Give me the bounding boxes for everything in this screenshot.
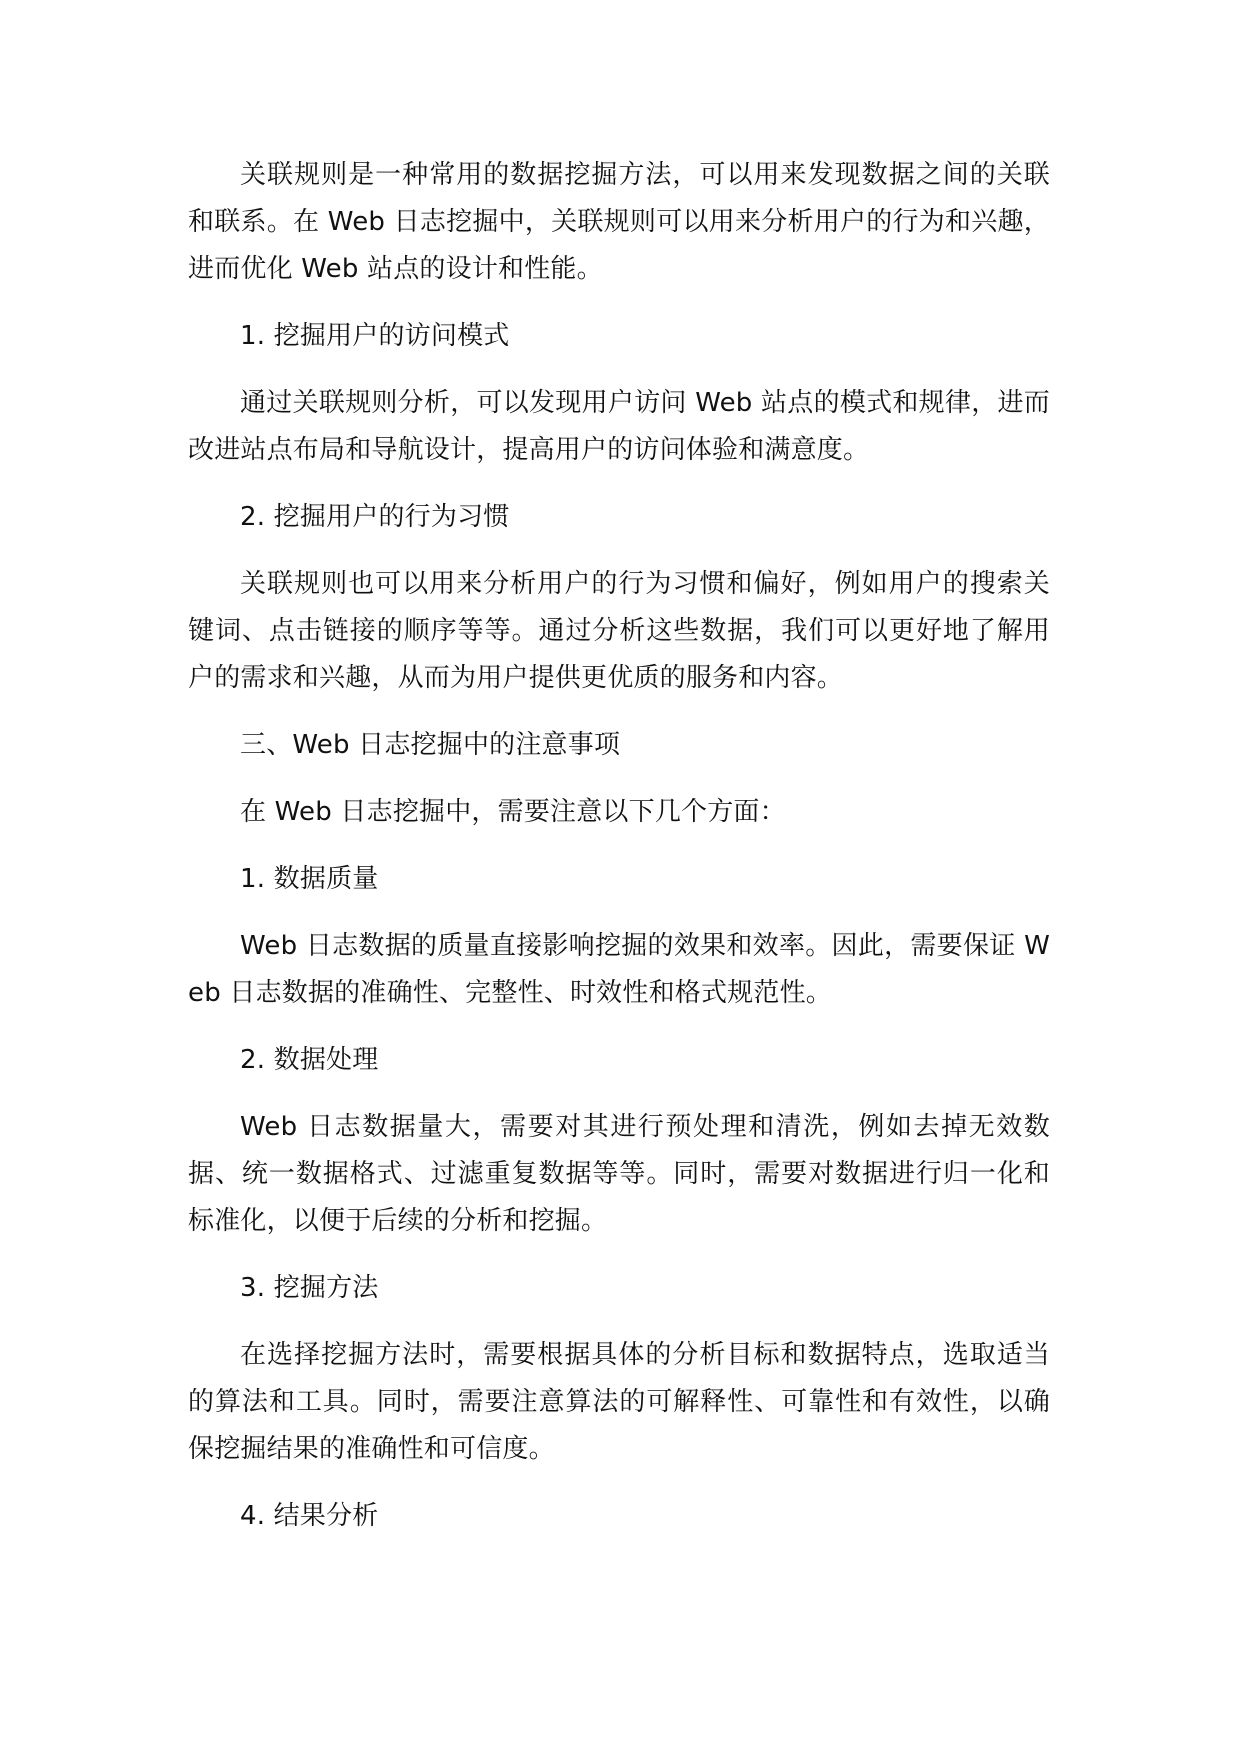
paragraph-mining-methods: 在选择挖掘方法时，需要根据具体的分析目标和数据特点，选取适当的算法和工具。同时，需要注意算法的可解释性、可靠性和有效性，以确保挖掘结果的准确性和可信度。 <box>188 1340 1050 1464</box>
heading-access-patterns: 1. 挖掘用户的访问模式 <box>240 321 510 351</box>
heading-data-processing: 2. 数据处理 <box>240 1045 379 1075</box>
paragraph-data-quality: Web 日志数据的质量直接影响挖掘的效果和效率。因此，需要保证 Web 日志数据的准确性、完整性、时效性和格式规范性。 <box>188 931 1050 1008</box>
section-heading-precautions: 三、Web 日志挖掘中的注意事项 <box>240 730 621 760</box>
paragraph-precautions-intro: 在 Web 日志挖掘中，需要注意以下几个方面： <box>240 797 786 827</box>
paragraph-behavior-habits: 关联规则也可以用来分析用户的行为习惯和偏好，例如用户的搜索关键词、点击链接的顺序等等。通过分析这些数据，我们可以更好地了解用户的需求和兴趣，从而为用户提供更优质的服务和内容。 <box>188 569 1050 693</box>
paragraph-access-patterns: 通过关联规则分析，可以发现用户访问 Web 站点的模式和规律，进而改进站点布局和导航设计，提高用户的访问体验和满意度。 <box>188 388 1050 465</box>
paragraph-association-rules-intro: 关联规则是一种常用的数据挖掘方法，可以用来发现数据之间的关联和联系。在 Web 日志挖掘中，关联规则可以用来分析用户的行为和兴趣，进而优化 Web 站点的设计和性能。 <box>188 160 1050 284</box>
heading-result-analysis: 4. 结果分析 <box>240 1501 379 1531</box>
document-body <box>188 152 1050 1560</box>
heading-behavior-habits: 2. 挖掘用户的行为习惯 <box>240 502 510 532</box>
paragraph-data-processing: Web 日志数据量大，需要对其进行预处理和清洗，例如去掉无效数据、统一数据格式、过滤重复数据等等。同时，需要对数据进行归一化和标准化，以便于后续的分析和挖掘。 <box>188 1112 1050 1236</box>
heading-mining-methods: 3. 挖掘方法 <box>240 1273 379 1303</box>
heading-data-quality: 1. 数据质量 <box>240 864 379 894</box>
